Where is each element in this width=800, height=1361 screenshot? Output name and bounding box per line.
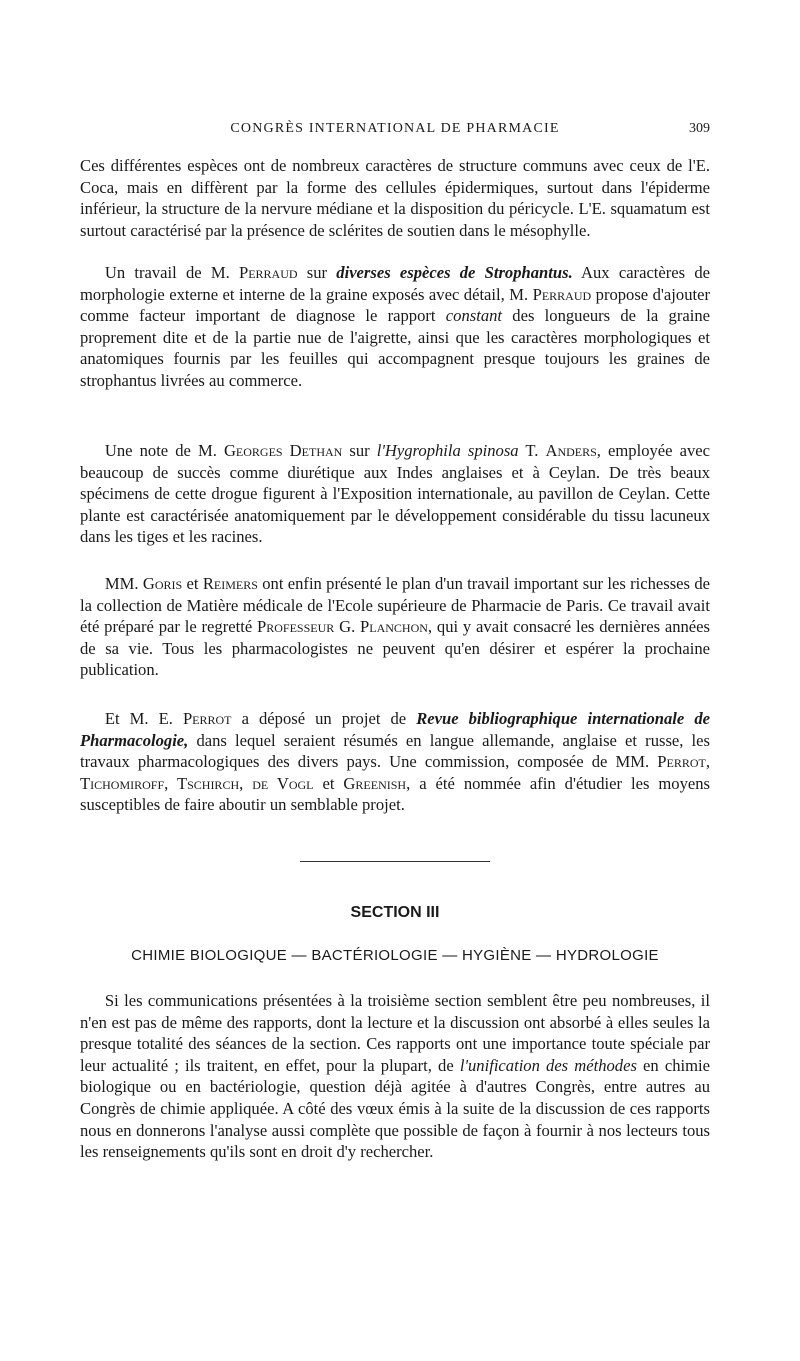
section-title: SECTION III [350,904,440,921]
page-number: 309 [689,121,710,136]
work-title: diverses espèces de Strophantus. [336,263,573,282]
author-name: Perrot [182,709,232,728]
paragraph-3: Une note de M. Georges Dethan sur l'Hygrophila spinosa T. Anders, employée avec beaucoup de succès comme diurétique aux Indes anglaises et à Ceylan. De très beaux spécimens de cette drogue figurent à l'Exposition internationale, au pavillon de Ceylan. Cette plante est caractérisée anatomiquement par le développement considérable du tissu lacuneux dans les tiges et les racines. [80,441,710,547]
running-title: CONGRÈS INTERNATIONAL DE PHARMACIE [230,121,560,136]
section-divider [300,861,490,862]
author-name: Perraud [238,263,298,282]
author-name: Greenish, [343,773,411,793]
author-name: Perraud [532,284,592,304]
author-name: Professeur G. Planchon, [257,617,433,637]
work-title: Revue bibliographique internationale de Pharmacologie, [80,709,710,750]
emphasis: constant [445,306,503,326]
paragraph-6: Si les communications présentées à la troisième section semblent être peu nombreuses, il n'en est pas de même des rapports, dont la lecture et la discussion ont absorbé à elles seules la presque totalité des séances de la section. Ces rapports ont une importance toute spéciale par leur actualité ; ils traitent, en effet, pour la plupart, de l'unification des méthodes en chimie biologique ou en bactériologie, question déjà agitée à d'autres Congrès, entre autres au Congrès de chimie appliquée. A côté des vœux émis à la suite de la discussion de ces rapports nous en donnerons l'analyse aussi complète que possible de façon à fournir à nos lecteurs tous les renseignements qu'ils sont en droit d'y rechercher. [80,991,710,1162]
species-name: l'Hygrophila spinosa [376,441,519,460]
author-name: Goris [142,574,183,593]
paragraph-5: Et M. E. Perrot a déposé un projet de Revue bibliographique internationale de Pharmacologie, dans lequel seraient résumés en langue allemande, anglaise et russe, les travaux pharmacologiques des divers pays. Une commission, composée de MM. Perrot, Tichomiroff, Tschirch, de Vogl et Greenish, a été nommée afin d'étudier les moyens susceptibles de faire aboutir un semblable projet. [80,709,710,815]
paragraph-4: MM. Goris et Reimers ont enfin présenté le plan d'un travail important sur les richesses de la collection de Matière médicale de l'Ecole supérieure de Pharmacie de Paris. Ce travail avait été préparé par le regretté Professeur G. Planchon, qui y avait consacré les dernières années de sa vie. Tous les pharmacologistes ne peuvent qu'en désirer et espérer la prochaine publication. [80,574,710,680]
paragraph-1: Ces différentes espèces ont de nombreux caractères de structure communs avec ceux de l'E. Coca, mais en diffèrent par la forme des cellules épidermiques, surtout dans l'épiderme inférieur, la structure de la nervure médiane et la disposition du péricycle. L'E. squamatum est surtout caractérisé par la présence de sclérites de soutien dans le mésophylle. [80,156,710,240]
author-name: Georges Dethan [223,441,343,460]
author-name: Anders, [545,441,601,460]
author-name: Reimers [202,574,258,593]
page-header [80,121,710,145]
emphasis: l'unification des méthodes [459,1055,637,1075]
paragraph-2: Un travail de M. Perraud sur diverses espèces de Strophantus. Aux caractères de morphologie externe et interne de la graine exposés avec détail, M. Perraud propose d'ajouter comme facteur important de diagnose le rapport constant des longueurs de la graine proprement dite et de la partie nue de l'aigrette, ainsi que les caractères morphologiques et anatomiques fournis par les feuilles qui accompagnent presque toujours les graines de strophantus livrées au commerce. [80,263,711,390]
author-name: Perrot, Tichomiroff, Tschirch, de Vogl [80,752,710,793]
section-subtitle: CHIMIE BIOLOGIQUE — BACTÉRIOLOGIE — HYGIÈNE — HYDROLOGIE [131,947,659,964]
